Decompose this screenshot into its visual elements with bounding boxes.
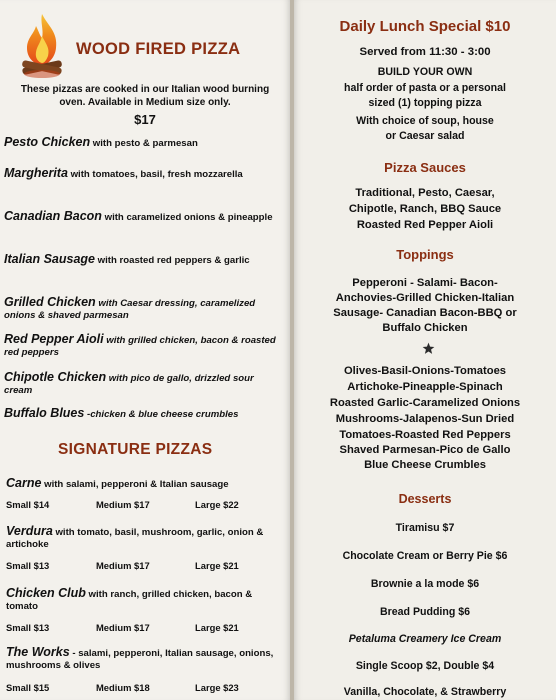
price-medium: Medium $17 <box>96 622 150 633</box>
pizza-name: Chicken Club <box>6 586 86 600</box>
pizza-name: Red Pepper Aioli <box>4 332 104 346</box>
dessert-item: Tiramisu $7 <box>395 522 455 534</box>
pizza-desc: with Caesar dressing, caramelized onions & shaved parmesan <box>4 298 256 321</box>
pizza-item <box>4 253 284 267</box>
size-prices <box>6 499 284 511</box>
pizza-name: Buffalo Blues <box>4 406 85 420</box>
topping-line: Blue Cheese Crumbles <box>364 459 486 471</box>
ice-cream-title: Petaluma Creamery Ice Cream <box>348 633 502 645</box>
desserts-title: Desserts <box>398 492 452 506</box>
pizza-item <box>4 167 284 181</box>
lunch-sized-line: sized (1) topping pizza <box>368 97 482 109</box>
wood-fired-pizza-title: WOOD FIRED PIZZA <box>76 40 241 58</box>
topping-line: Olives-Basil-Onions-Tomatoes <box>343 365 507 377</box>
dessert-item: Brownie a la mode $6 <box>370 578 480 590</box>
price-small: Small $13 <box>6 622 50 633</box>
pizza-name: Verdura <box>6 524 53 538</box>
pizza-item <box>4 407 284 421</box>
wood-fired-price: $17 <box>134 112 156 127</box>
price-large: Large $21 <box>195 560 239 571</box>
pizza-item <box>4 210 284 224</box>
dessert-item: Chocolate Cream or Berry Pie $6 <box>342 550 508 562</box>
lunch-choice-line: With choice of soup, house <box>356 115 494 127</box>
signature-pizza <box>6 525 284 551</box>
price-small: Small $13 <box>6 560 50 571</box>
pizza-name: Chipotle Chicken <box>4 370 107 384</box>
pizza-desc: with pico de gallo, drizzled sour cream <box>4 373 254 396</box>
price-large: Large $23 <box>195 682 239 693</box>
size-prices <box>6 560 284 572</box>
lunch-salad-line: or Caesar salad <box>385 130 465 142</box>
pizza-name: Canadian Bacon <box>4 209 102 223</box>
ice-cream-scoops: Single Scoop $2, Double $4 <box>355 660 495 672</box>
lunch-half-order-line: half order of pasta or a personal <box>344 82 506 94</box>
pizza-name: Pesto Chicken <box>4 135 91 149</box>
size-prices <box>6 622 284 634</box>
signature-pizza <box>6 477 284 491</box>
pizza-sauces-title: Pizza Sauces <box>384 160 466 175</box>
pizza-item <box>4 371 284 397</box>
sauce-line: Roasted Red Pepper Aioli <box>356 219 494 231</box>
pizza-desc: with pesto & parmesan <box>90 138 198 149</box>
right-menu-page <box>294 0 556 700</box>
flame-logo-icon <box>18 12 66 82</box>
price-medium: Medium $17 <box>96 560 150 571</box>
pizza-desc: - salami, pepperoni, Italian sausage, onions, mushrooms & olives <box>6 648 274 671</box>
pizza-item <box>4 333 284 359</box>
topping-line: Roasted Garlic-Caramelized Onions <box>329 397 521 409</box>
topping-line: Pepperoni - Salami- Bacon- <box>352 277 498 289</box>
pizza-desc: with tomato, basil, mushroom, garlic, onion & artichoke <box>6 527 264 550</box>
price-small: Small $15 <box>6 682 50 693</box>
sauce-line: Traditional, Pesto, Caesar, <box>355 187 495 199</box>
lunch-build-line: BUILD YOUR OWN <box>377 66 473 78</box>
lunch-special-title: Daily Lunch Special $10 <box>339 18 511 35</box>
size-prices <box>6 682 284 694</box>
topping-line: Artichoke-Pineapple-Spinach <box>347 381 503 393</box>
signature-pizzas-title: SIGNATURE PIZZAS <box>58 441 213 458</box>
topping-line: Tomatoes-Roasted Red Peppers <box>339 429 511 441</box>
pizza-name: Carne <box>6 476 42 490</box>
price-small: Small $14 <box>6 499 50 510</box>
topping-line: Buffalo Chicken <box>382 322 468 334</box>
signature-pizza <box>6 587 284 613</box>
topping-line: Shaved Parmesan-Pico de Gallo <box>339 444 511 456</box>
toppings-title: Toppings <box>396 247 454 262</box>
pizza-desc: with roasted red peppers & garlic <box>95 255 250 266</box>
price-large: Large $22 <box>195 499 239 510</box>
price-medium: Medium $18 <box>96 682 150 693</box>
pizza-desc: with salami, pepperoni & Italian sausage <box>41 479 229 490</box>
topping-line: Anchovies-Grilled Chicken-Italian <box>335 292 515 304</box>
pizza-desc: with tomatoes, basil, fresh mozzarella <box>67 169 243 180</box>
pizza-desc: -chicken & blue cheese crumbles <box>84 409 239 420</box>
pizza-name: Italian Sausage <box>4 252 96 266</box>
sauce-line: Chipotle, Ranch, BBQ Sauce <box>348 203 502 215</box>
pizza-item <box>4 136 284 150</box>
signature-pizza <box>6 646 284 672</box>
pizza-desc: with grilled chicken, bacon & roasted red peppers <box>4 335 276 358</box>
ice-cream-flavors: Vanilla, Chocolate, & Strawberry <box>343 686 507 698</box>
topping-line: Sausage- Canadian Bacon-BBQ or <box>333 307 517 319</box>
price-medium: Medium $17 <box>96 499 150 510</box>
dessert-item: Bread Pudding $6 <box>379 606 471 618</box>
lunch-served-hours: Served from 11:30 - 3:00 <box>359 46 491 58</box>
topping-line: Mushrooms-Jalapenos-Sun Dried <box>335 413 515 425</box>
pizza-item <box>4 296 284 322</box>
pizza-desc: with ranch, grilled chicken, bacon & tomato <box>6 589 253 612</box>
pizza-desc: with caramelized onions & pineapple <box>101 212 273 223</box>
price-large: Large $21 <box>195 622 239 633</box>
star-icon <box>422 342 435 355</box>
wood-fired-intro: These pizzas are cooked in our Italian wood burning oven. Available in Medium size only. <box>20 84 270 108</box>
pizza-name: The Works <box>6 645 70 659</box>
pizza-name: Grilled Chicken <box>4 295 96 309</box>
pizza-name: Margherita <box>4 166 68 180</box>
